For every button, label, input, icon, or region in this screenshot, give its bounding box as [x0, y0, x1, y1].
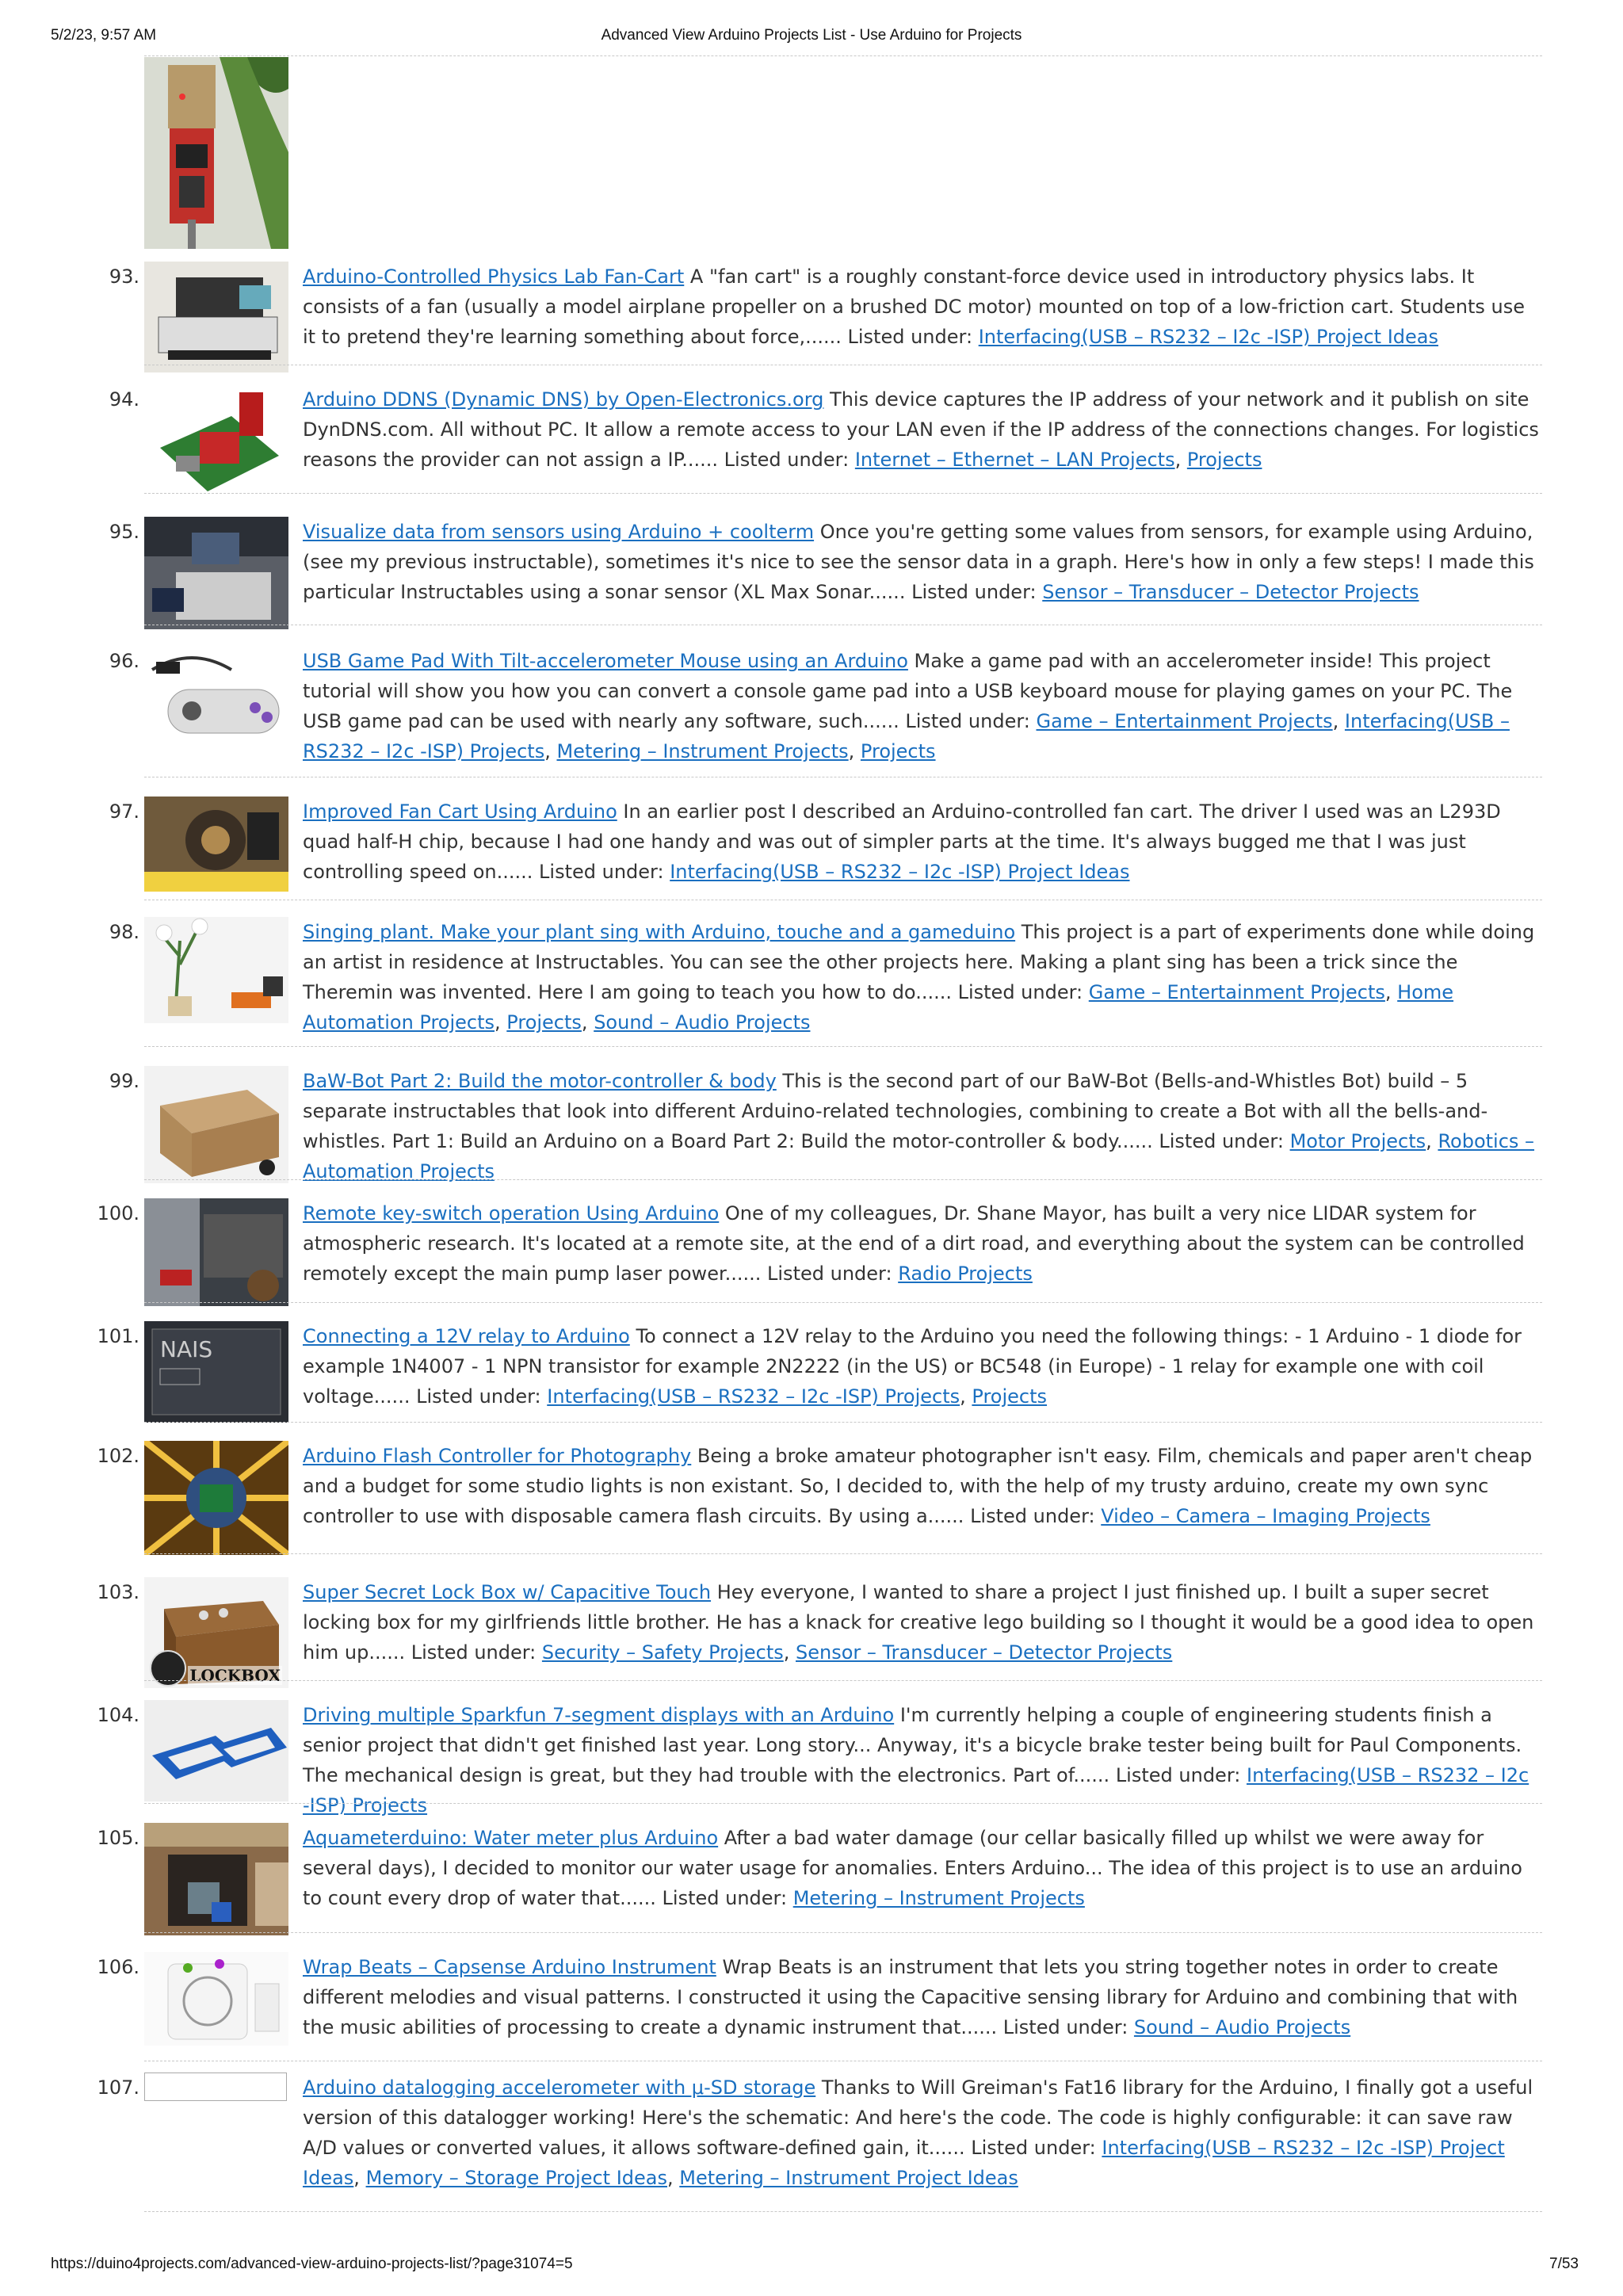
category-link[interactable]: Radio Projects	[898, 1263, 1033, 1285]
category-link[interactable]: Projects	[1186, 449, 1262, 471]
page-number: 7/53	[1549, 2256, 1579, 2272]
print-date: 5/2/23, 9:57 AM	[51, 27, 157, 44]
category-link[interactable]: Game – Entertainment Projects	[1036, 710, 1333, 732]
list-item-text	[303, 517, 1539, 607]
project-description: I'm currently helping a couple of engineering students finish a senior project that didn't get finished last year. Long story... Anyway, it's a bicycle brake tester being built for Paul Components. The mechanical design is great, but they had trouble with the electronics. Part of...... Listed under:	[303, 1704, 1522, 1786]
category-link[interactable]: Security – Safety Projects	[541, 1641, 784, 1664]
project-thumbnail[interactable]	[144, 517, 288, 629]
dashed-divider	[144, 1179, 1542, 1180]
project-thumbnail[interactable]	[144, 1700, 288, 1801]
list-item-number: 105.	[97, 1827, 139, 1849]
project-title-link[interactable]: Wrap Beats – Capsense Arduino Instrument	[303, 1956, 716, 1978]
project-thumbnail[interactable]	[144, 1066, 288, 1183]
project-thumbnail[interactable]	[144, 1321, 288, 1423]
dashed-divider	[144, 1046, 1542, 1047]
category-separator: ,	[544, 740, 557, 762]
project-title-link[interactable]: Arduino datalogging accelerometer with μ-SD storage	[303, 2076, 816, 2099]
category-link[interactable]: Projects	[860, 740, 936, 762]
project-description: This is the second part of our BaW-Bot (Bells-and-Whistles Bot) build – 5 separate instructables that look into different Arduino-related technologies, combining to create a Bot with all the bells-and-whistles. Part 1: Build an Arduino on a Board Part 2: Build the motor-controller & body...... Listed under:	[303, 1070, 1488, 1152]
list-item-number: 102.	[97, 1445, 139, 1467]
category-separator: ,	[581, 1011, 594, 1033]
page-url: https://duino4projects.com/advanced-view-arduino-projects-list/?page31074=5	[51, 2256, 573, 2272]
project-thumbnail[interactable]	[144, 1198, 288, 1306]
project-title-link[interactable]: Arduino Flash Controller for Photography	[303, 1445, 692, 1467]
dashed-divider	[144, 1302, 1542, 1303]
print-footer	[0, 2256, 1623, 2275]
dashed-divider	[144, 1553, 1542, 1554]
category-link[interactable]: Interfacing(USB – RS232 – I2c -ISP) Projects	[547, 1385, 960, 1408]
list-item-text	[303, 1823, 1539, 1913]
category-link[interactable]: Robotics – Automation Projects	[303, 1130, 1535, 1182]
list-item-number: 93.	[109, 266, 139, 288]
list-item-text	[303, 1321, 1539, 1412]
separator	[144, 55, 1542, 56]
project-thumbnail[interactable]	[144, 646, 288, 747]
list-item-text	[303, 797, 1539, 887]
project-title-link[interactable]: Visualize data from sensors using Arduino + coolterm	[303, 521, 815, 543]
project-description: In an earlier post I described an Arduino-controlled fan cart. The driver I used was an L293D quad half-H chip, because I had one handy and was out of simpler parts at the time. It's always bugged me that I was just controlling speed on...... Listed under:	[303, 800, 1501, 883]
category-link[interactable]: Interfacing(USB – RS232 – I2c -ISP) Project Ideas	[670, 861, 1130, 883]
list-item-number: 103.	[97, 1581, 139, 1603]
dashed-divider	[144, 1932, 1542, 1933]
page-title: Advanced View Arduino Projects List - Use Arduino for Projects	[601, 27, 1022, 44]
project-thumbnail[interactable]	[144, 57, 288, 249]
project-title-link[interactable]: Singing plant. Make your plant sing with Arduino, touche and a gameduino	[303, 921, 1016, 943]
project-title-link[interactable]: USB Game Pad With Tilt-accelerometer Mouse using an Arduino	[303, 650, 908, 672]
category-separator: ,	[353, 2167, 366, 2189]
project-description: One of my colleagues, Dr. Shane Mayor, has built a very nice LIDAR system for atmospheric research. It's located at a remote site, at the end of a dirt road, and everything about the system can be controlled remotely except the main pump laser power...... Listed under:	[303, 1202, 1525, 1285]
project-title-link[interactable]: Connecting a 12V relay to Arduino	[303, 1325, 630, 1347]
list-item-number: 107.	[97, 2076, 139, 2099]
list-item-number: 104.	[97, 1704, 139, 1726]
project-description: Wrap Beats is an instrument that lets you string together notes in order to create different melodies and visual patterns. I constructed it using the Capacitive sensing library for Arduino and combining that with the music abilities of processing to create a dynamic instrument that...... Listed under:	[303, 1956, 1518, 2038]
list-item-number: 101.	[97, 1325, 139, 1347]
project-title-link[interactable]: Arduino-Controlled Physics Lab Fan-Cart	[303, 266, 685, 288]
thumbnail-caption: LOCKBOX	[189, 1666, 281, 1685]
dashed-divider	[144, 1680, 1542, 1681]
project-description: Being a broke amateur photographer isn't easy. Film, chemicals and paper aren't cheap and a budget for some studio lights is non existant. So, I decided to, with the help of my trusty arduino, create my own sync controller to use with disposable camera flash circuits. By using a...... Listed under:	[303, 1445, 1533, 1527]
category-link[interactable]: Internet – Ethernet – LAN Projects	[854, 449, 1175, 471]
project-description: Thanks to Will Greiman's Fat16 library for the Arduino, I finally got a useful version of this datalogger working! Here's the schematic: And here's the code. The code is highly configurable: it can save raw A/D values or converted values, it allows software-defined gain, it...... Listed under:	[303, 2076, 1533, 2159]
category-link[interactable]: Interfacing(USB – RS232 – I2c -ISP) Project Ideas	[303, 2137, 1505, 2189]
dashed-divider	[144, 493, 1542, 494]
project-title-link[interactable]: Improved Fan Cart Using Arduino	[303, 800, 617, 823]
category-link[interactable]: Motor Projects	[1289, 1130, 1426, 1152]
project-title-link[interactable]: Remote key-switch operation Using Arduino	[303, 1202, 720, 1224]
category-link[interactable]: Video – Camera – Imaging Projects	[1101, 1505, 1430, 1527]
category-link[interactable]: Metering – Instrument Project Ideas	[679, 2167, 1018, 2189]
list-item-text	[303, 1577, 1539, 1668]
category-separator: ,	[495, 1011, 507, 1033]
list-item-text	[303, 1066, 1539, 1186]
list-item-number: 96.	[109, 650, 139, 672]
dashed-divider	[144, 1422, 1542, 1423]
list-item-number: 94.	[109, 388, 139, 411]
project-title-link[interactable]: Aquameterduino: Water meter plus Arduino	[303, 1827, 719, 1849]
category-link[interactable]: Memory – Storage Project Ideas	[365, 2167, 667, 2189]
project-thumbnail[interactable]	[144, 384, 288, 497]
category-separator: ,	[783, 1641, 796, 1664]
project-thumbnail[interactable]	[144, 1441, 288, 1555]
category-link[interactable]: Projects	[972, 1385, 1048, 1408]
project-description: Once you're getting some values from sensors, for example using Arduino, (see my previous instructable), sometimes it's nice to see the sensor data in a graph. Here's how in only a few steps! I made this particular Instructables using a sonar sensor (XL Max Sonar...... Listed under:	[303, 521, 1534, 603]
category-link[interactable]: Sound – Audio Projects	[594, 1011, 811, 1033]
print-header	[0, 27, 1623, 46]
project-thumbnail[interactable]	[144, 1952, 288, 2046]
category-link[interactable]: Game – Entertainment Projects	[1088, 981, 1385, 1003]
category-link[interactable]: Metering – Instrument Projects	[556, 740, 849, 762]
category-separator: ,	[1332, 710, 1345, 732]
list-item-number: 98.	[109, 921, 139, 943]
project-title-link[interactable]: Super Secret Lock Box w/ Capacitive Touch	[303, 1581, 712, 1603]
list-item-text	[303, 262, 1539, 352]
project-thumbnail[interactable]	[144, 1823, 288, 1935]
list-item-text	[303, 384, 1539, 475]
list-item-number: 97.	[109, 800, 139, 823]
list-item-number: 100.	[97, 1202, 139, 1224]
svg-text:NAIS: NAIS	[160, 1336, 213, 1362]
category-link[interactable]: Interfacing(USB – RS232 – I2c -ISP) Project Ideas	[978, 326, 1438, 348]
project-thumbnail[interactable]	[144, 262, 288, 372]
project-thumbnail[interactable]	[144, 797, 288, 892]
category-link[interactable]: Interfacing(USB – RS232 – I2c -ISP) Projects	[303, 1764, 1529, 1817]
project-title-link[interactable]: Arduino DDNS (Dynamic DNS) by Open-Electronics.org	[303, 388, 824, 411]
project-thumbnail[interactable]	[144, 1577, 288, 1688]
category-link[interactable]: Interfacing(USB – RS232 – I2c -ISP) Projects	[303, 710, 1510, 762]
project-description: Make a game pad with an accelerometer inside! This project tutorial will show you how you can convert a console game pad into a USB keyboard mouse for playing games on your PC. The USB game pad can be used with nearly any software, such...... Listed under:	[303, 650, 1513, 732]
project-description: To connect a 12V relay to the Arduino you need the following things: - 1 Arduino - 1 diode for example 1N4007 - 1 NPN transistor for example 2N2222 (in the US) or BC548 (in Europe) - 1 relay for example one with coil voltage...... Listed under:	[303, 1325, 1522, 1408]
project-thumbnail[interactable]	[144, 917, 288, 1023]
project-title-link[interactable]: Driving multiple Sparkfun 7-segment displays with an Arduino	[303, 1704, 895, 1726]
list-item-text	[303, 1441, 1539, 1531]
project-description: Hey everyone, I wanted to share a project I just finished up. I built a super secret locking box for my girlfriends little brother. He has a knack for creative lego building so I thought it would be a good idea to open him up...... Listed under:	[303, 1581, 1534, 1664]
list-item-number: 99.	[109, 1070, 139, 1092]
category-separator: ,	[1174, 449, 1187, 471]
category-separator: ,	[1384, 981, 1398, 1003]
category-link[interactable]: Metering – Instrument Projects	[792, 1887, 1085, 1909]
list-item-text	[303, 2073, 1539, 2193]
project-description: A "fan cart" is a roughly constant-force device used in introductory physics labs. It consists of a fan (usually a model airplane propeller on a brushed DC motor) mounted on top of a low-friction cart. Students use it to pretend they're learning something about force,...... Listed under:	[303, 266, 1526, 348]
list-item-number: 106.	[97, 1956, 139, 1978]
category-separator: ,	[1426, 1130, 1438, 1152]
category-link[interactable]: Sensor – Transducer – Detector Projects	[1042, 581, 1419, 603]
category-separator: ,	[667, 2167, 680, 2189]
project-title-link[interactable]: BaW-Bot Part 2: Build the motor-controller & body	[303, 1070, 777, 1092]
project-description: This project is a part of experiments done while doing an artist in residence at Instructables. You can see the other projects here. Making a plant sing has been a trick since the Theremin was invented. Here I am going to teach you how to do...... Listed under:	[303, 921, 1535, 1003]
list-item-text	[303, 1198, 1539, 1289]
category-link[interactable]: Sound – Audio Projects	[1133, 2016, 1351, 2038]
category-link[interactable]: Projects	[506, 1011, 582, 1033]
category-separator: ,	[960, 1385, 972, 1408]
list-item-number: 95.	[109, 521, 139, 543]
category-link[interactable]: Home Automation Projects	[303, 981, 1454, 1033]
category-link[interactable]: Sensor – Transducer – Detector Projects	[796, 1641, 1173, 1664]
project-description: This device captures the IP address of your network and it publish on site DynDNS.com. All without PC. It allow a remote access to your LAN even if the IP address of the connections changes. For logistics reasons the provider can not assign a IP...... Listed under:	[303, 388, 1539, 471]
broken-image-placeholder[interactable]	[144, 2073, 288, 2101]
list-item-text	[303, 1952, 1539, 2042]
category-separator: ,	[848, 740, 861, 762]
list-item-text	[303, 646, 1539, 766]
dashed-divider	[144, 2211, 1542, 2212]
dashed-divider	[144, 1803, 1542, 1804]
project-description: After a bad water damage (our cellar basically filled up whilst we were away for several days), I decided to monitor our water usage for anomalies. Enters Arduino... The idea of this project is to use an arduino to count every drop of water that...... Listed under:	[303, 1827, 1522, 1909]
list-item-text	[303, 917, 1539, 1037]
